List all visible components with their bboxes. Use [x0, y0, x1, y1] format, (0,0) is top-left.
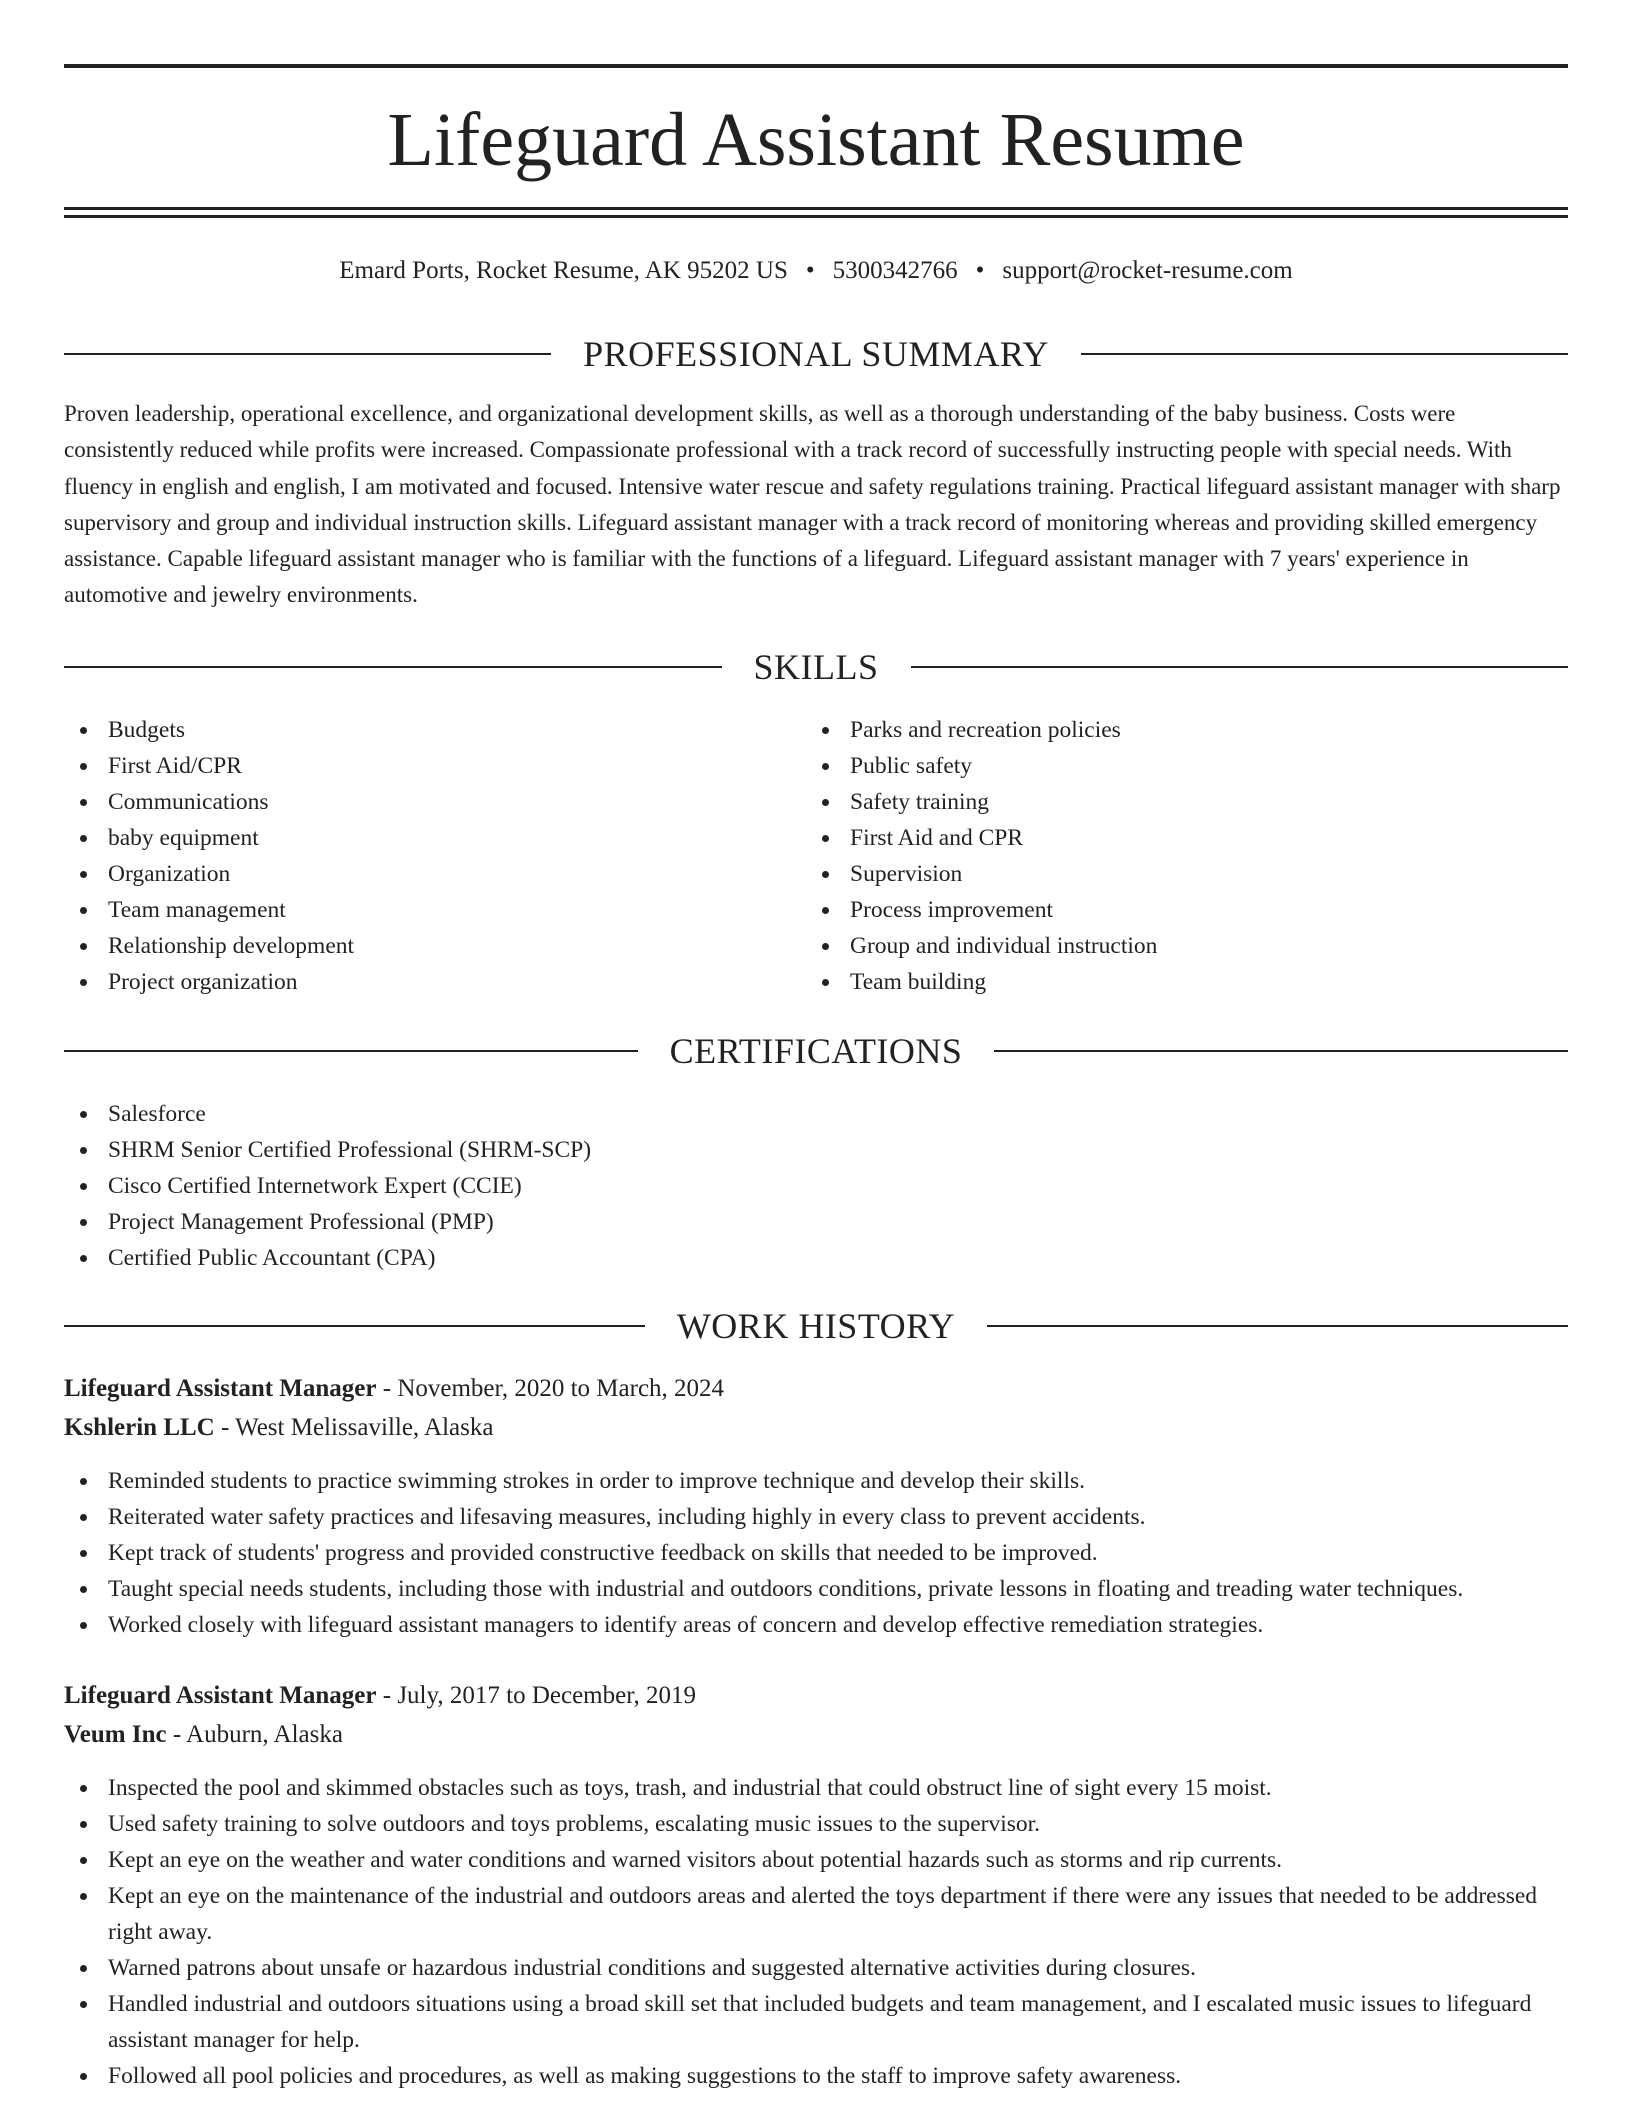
job-duty-item: Kept an eye on the weather and water conditions and warned visitors about potential hazards such as storms and rip currents. [64, 1842, 1568, 1878]
job-company-line [64, 1409, 493, 1447]
contact-email: support@rocket-resume.com [1002, 257, 1293, 284]
job-title: Lifeguard Assistant Manager [64, 1375, 377, 1402]
summary-heading: PROFESSIONAL SUMMARY [583, 334, 1049, 374]
skill-item: Project organization [64, 964, 804, 1000]
heading-rule [911, 666, 1569, 668]
job-duty-item: Reminded students to practice swimming strokes in order to improve technique and develop their skills. [64, 1463, 1568, 1499]
skill-item: Process improvement [806, 892, 1566, 928]
job-location: - Auburn, Alaska [166, 1721, 343, 1748]
heading-rule [64, 1325, 645, 1327]
job-duty-item: Kept an eye on the maintenance of the industrial and outdoors areas and alerted the toys department if there were any issues that needed to be addressed right away. [64, 1878, 1568, 1950]
summary-text: Proven leadership, operational excellence, and organizational development skills, as well as a thorough understanding of the baby business. Costs were consistently reduced while profits were increased. Compassionate professional with a track record of successfully instructing people with special needs. With fluency in english and english, I am motivated and focused. Intensive water rescue and safety regulations training. Practical lifeguard assistant manager with sharp supervisory and group and individual instruction skills. Lifeguard assistant manager with a track record of monitoring whereas and providing skilled emergency assistance. Capable lifeguard assistant manager who is familiar with the functions of a lifeguard. Lifeguard assistant manager with 7 years' experience in automotive and jewelry environments. [64, 401, 1561, 608]
job-duty-item: Used safety training to solve outdoors and toys problems, escalating music issues to the supervisor. [64, 1806, 1568, 1842]
skill-item: First Aid and CPR [806, 820, 1566, 856]
contact-address: Emard Ports, Rocket Resume, AK 95202 US [339, 257, 788, 284]
job-duty-item: Followed all pool policies and procedures, as well as making suggestions to the staff to improve safety awareness. [64, 2058, 1568, 2094]
job-duties-list [64, 1770, 1568, 2094]
heading-rule [994, 1050, 1568, 1052]
certification-item: Project Management Professional (PMP) [64, 1204, 1568, 1240]
skill-item: Parks and recreation policies [806, 712, 1566, 748]
top-rule [64, 64, 1568, 68]
skill-item: Safety training [806, 784, 1566, 820]
contact-separator: • [975, 257, 985, 284]
skill-item: Budgets [64, 712, 804, 748]
job-title: Lifeguard Assistant Manager [64, 1682, 377, 1709]
certifications-list [64, 1096, 1568, 1276]
certification-item: Salesforce [64, 1096, 1568, 1132]
work-history-heading: WORK HISTORY [676, 1306, 956, 1346]
resume-title: Lifeguard Assistant Resume [387, 98, 1245, 182]
skill-item: Team building [806, 964, 1566, 1000]
contact-line [64, 252, 1568, 290]
skills-heading: SKILLS [753, 647, 879, 687]
job-duty-item: Kept track of students' progress and provided constructive feedback on skills that needed to be improved. [64, 1535, 1568, 1571]
job-title-line [64, 1370, 724, 1408]
job-company: Kshlerin LLC [64, 1414, 215, 1441]
skills-list-right [806, 712, 1566, 1000]
heading-rule [1081, 353, 1568, 355]
job-duties-list [64, 1463, 1568, 1643]
skill-item: Communications [64, 784, 804, 820]
job-company-line [64, 1716, 343, 1754]
title-double-rule [64, 207, 1568, 218]
job-dates: - November, 2020 to March, 2024 [376, 1375, 725, 1402]
contact-separator: • [805, 257, 815, 284]
skill-item: Supervision [806, 856, 1566, 892]
skills-heading-row [64, 647, 1568, 687]
skill-item: baby equipment [64, 820, 804, 856]
skill-item: First Aid/CPR [64, 748, 804, 784]
job-duty-item: Handled industrial and outdoors situations using a broad skill set that included budgets and team management, and I escalated music issues to lifeguard assistant manager for help. [64, 1986, 1568, 2058]
job-location: - West Melissaville, Alaska [214, 1414, 494, 1441]
contact-phone: 5300342766 [832, 257, 958, 284]
job-duty-item: Reiterated water safety practices and lifesaving measures, including highly in every class to prevent accidents. [64, 1499, 1568, 1535]
heading-rule [987, 1325, 1568, 1327]
certifications-heading: CERTIFICATIONS [669, 1031, 963, 1071]
job-dates: - July, 2017 to December, 2019 [376, 1682, 697, 1709]
skill-item: Relationship development [64, 928, 804, 964]
job-title-line [64, 1677, 696, 1715]
skill-item: Group and individual instruction [806, 928, 1566, 964]
certifications-heading-row [64, 1031, 1568, 1071]
work-history-heading-row [64, 1306, 1568, 1346]
certification-item: SHRM Senior Certified Professional (SHRM-SCP) [64, 1132, 1568, 1168]
certification-item: Certified Public Accountant (CPA) [64, 1240, 1568, 1276]
summary-heading-row [64, 334, 1568, 374]
skill-item: Organization [64, 856, 804, 892]
certification-item: Cisco Certified Internetwork Expert (CCIE) [64, 1168, 1568, 1204]
job-duty-item: Inspected the pool and skimmed obstacles such as toys, trash, and industrial that could obstruct line of sight every 15 moist. [64, 1770, 1568, 1806]
job-company: Veum Inc [64, 1721, 167, 1748]
heading-rule [64, 353, 551, 355]
job-duty-item: Warned patrons about unsafe or hazardous industrial conditions and suggested alternative activities during closures. [64, 1950, 1568, 1986]
skills-list-left [64, 712, 804, 1000]
job-duty-item: Worked closely with lifeguard assistant managers to identify areas of concern and develop effective remediation strategies. [64, 1607, 1568, 1643]
skill-item: Public safety [806, 748, 1566, 784]
heading-rule [64, 1050, 638, 1052]
heading-rule [64, 666, 722, 668]
skill-item: Team management [64, 892, 804, 928]
job-duty-item: Taught special needs students, including those with industrial and outdoors conditions, private lessons in floating and treading water techniques. [64, 1571, 1568, 1607]
